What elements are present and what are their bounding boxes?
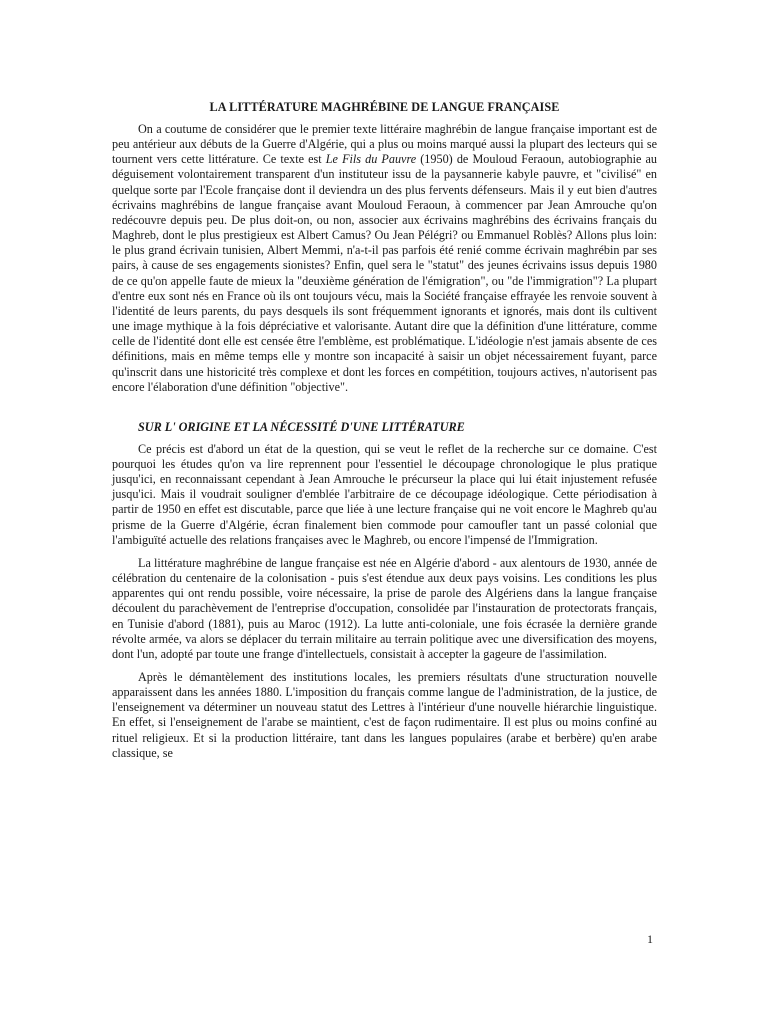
intro-text-start: On a coutume de considérer que le premier texte littéraire maghrébin de langue française important est de peu antérieur aux débuts de la Guerre d'Algérie, qui a plus ou moins marqué aussi la plupart des lecteurs qui se tournent vers cette littérature. Ce texte est (112, 122, 657, 167)
intro-paragraph (112, 122, 657, 395)
section-paragraph-1: Ce précis est d'abord un état de la question, qui se veut le reflet de la recherche sur ce domaine. C'est pourquoi les études qu'on va lire reprennent pour l'essentiel le découpage chronologique le plus pratique jusqu'ici, en reconnaissant cependant à Jean Amrouche le précurseur la place qui lui était injustement refusée jusqu'ici. Mais il voudrait souligner d'emblée l'arbitraire de ce découpage idéologique. Cette périodisation à partir de 1950 en effet est discutable, parce que liée à une lecture française qui ne voit encore le Maghreb qu'au prisme de la Guerre d'Algérie, écran finalement bien commode pour camoufler tant un passé colonial que l'ambiguïté actuelle des relations françaises avec le Maghreb, ou encore l'impensé de l'Immigration. (112, 441, 657, 547)
book-title: Le Fils du Pauvre (325, 152, 417, 167)
document-title: LA LITTÉRATURE MAGHRÉBINE DE LANGUE FRANÇAISE (209, 100, 560, 114)
intro-text-end: (1950) de Mouloud Feraoun, autobiographie au déguisement volontairement transparent d'un instituteur issu de la paysannerie kabyle pauvre, et "civilisé" en quelque sorte par l'Ecole française dont il deviendra un des plus fervents défenseurs. Mais il y eut bien d'autres écrivains maghrébins de langue française avant Mouloud Feraoun, à commencer par Jean Amrouche qu'on redécouvre depuis peu. De plus doit-on, ou non, associer aux écrivains maghrébins des écrivains français du Maghreb, dont le plus prestigieux est Albert Camus? Ou Jean Pélégri? ou Emmanuel Roblès? Allons plus loin: le plus grand écrivain tunisien, Albert Memmi, n'a-t-il pas parfois été renié comme écrivain maghrébin par ses pairs, à cause de ses engagements sionistes? Enfin, quel sera le "statut" des jeunes écrivains issus depuis 1980 de ce qu'on appelle faute de mieux la "deuxième génération de l'émigration", ou "de l'immigration"? La plupart d'entre eux sont nés en France où ils ont toujours vécu, mais la Société française effrayée les renvoie souvent à l'identité de leurs parents, du pays desquels ils sont fréquemment ignorants et ignorés, mais dont ils cultivent une image mythique à la fois dépréciative et valorisante. Autant dire que la définition d'une littérature, comme celle de l'identité dont elle est censée être l'emblème, est problématique. L'idéologie n'est jamais absente de ces définitions, mais en même temps elle y montre son incapacité à saisir un objet nécessairement fuyant, parce qu'inscrit dans une historicité très complexe et dont les forces en compétition, toujours actives, n'autorisent pas encore l'élaboration d'une définition "objective". (112, 152, 658, 394)
section-heading: SUR L' ORIGINE ET LA NÉCESSITÉ D'UNE LITTÉRATURE (138, 419, 465, 434)
section-paragraph-3: Après le démantèlement des institutions locales, les premiers résultats d'une structuration nouvelle apparaissent dans les années 1880. L'imposition du français comme langue de l'administration, de la justice, de l'enseignement va déterminer un nouveau statut des Lettres à l'intérieur d'une nouvelle hiérarchie linguistique. En effet, si l'enseignement de l'arabe se maintient, c'est de façon rudimentaire. Il est plus ou moins confiné au rituel religieux. Et si la production littéraire, tant dans les langues populaires (arabe et berbère) qu'en arabe classique, se (112, 670, 657, 760)
page-number: 1 (647, 932, 653, 946)
section-paragraph-2: La littérature maghrébine de langue française est née en Algérie d'abord - aux alentours de 1930, année de célébration du centenaire de la colonisation - puis s'est étendue aux deux pays voisins. Les conditions les plus apparentes qui ont rendu possible, voire nécessaire, la prise de parole des Algériens dans la langue française découlent du parachèvement de l'entreprise d'occupation, consolidée par l'instauration de protectorats français, en Tunisie d'abord (1881), puis au Maroc (1912). La lutte anti-coloniale, une fois écrasée la dernière grande révolte armée, va alors se déplacer du terrain militaire au terrain politique avec une diversification des moyens, dont l'un, adopté par toute une frange d'intellectuels, consistait à accepter la gageure de l'assimilation. (112, 555, 657, 661)
document-page (112, 100, 657, 761)
